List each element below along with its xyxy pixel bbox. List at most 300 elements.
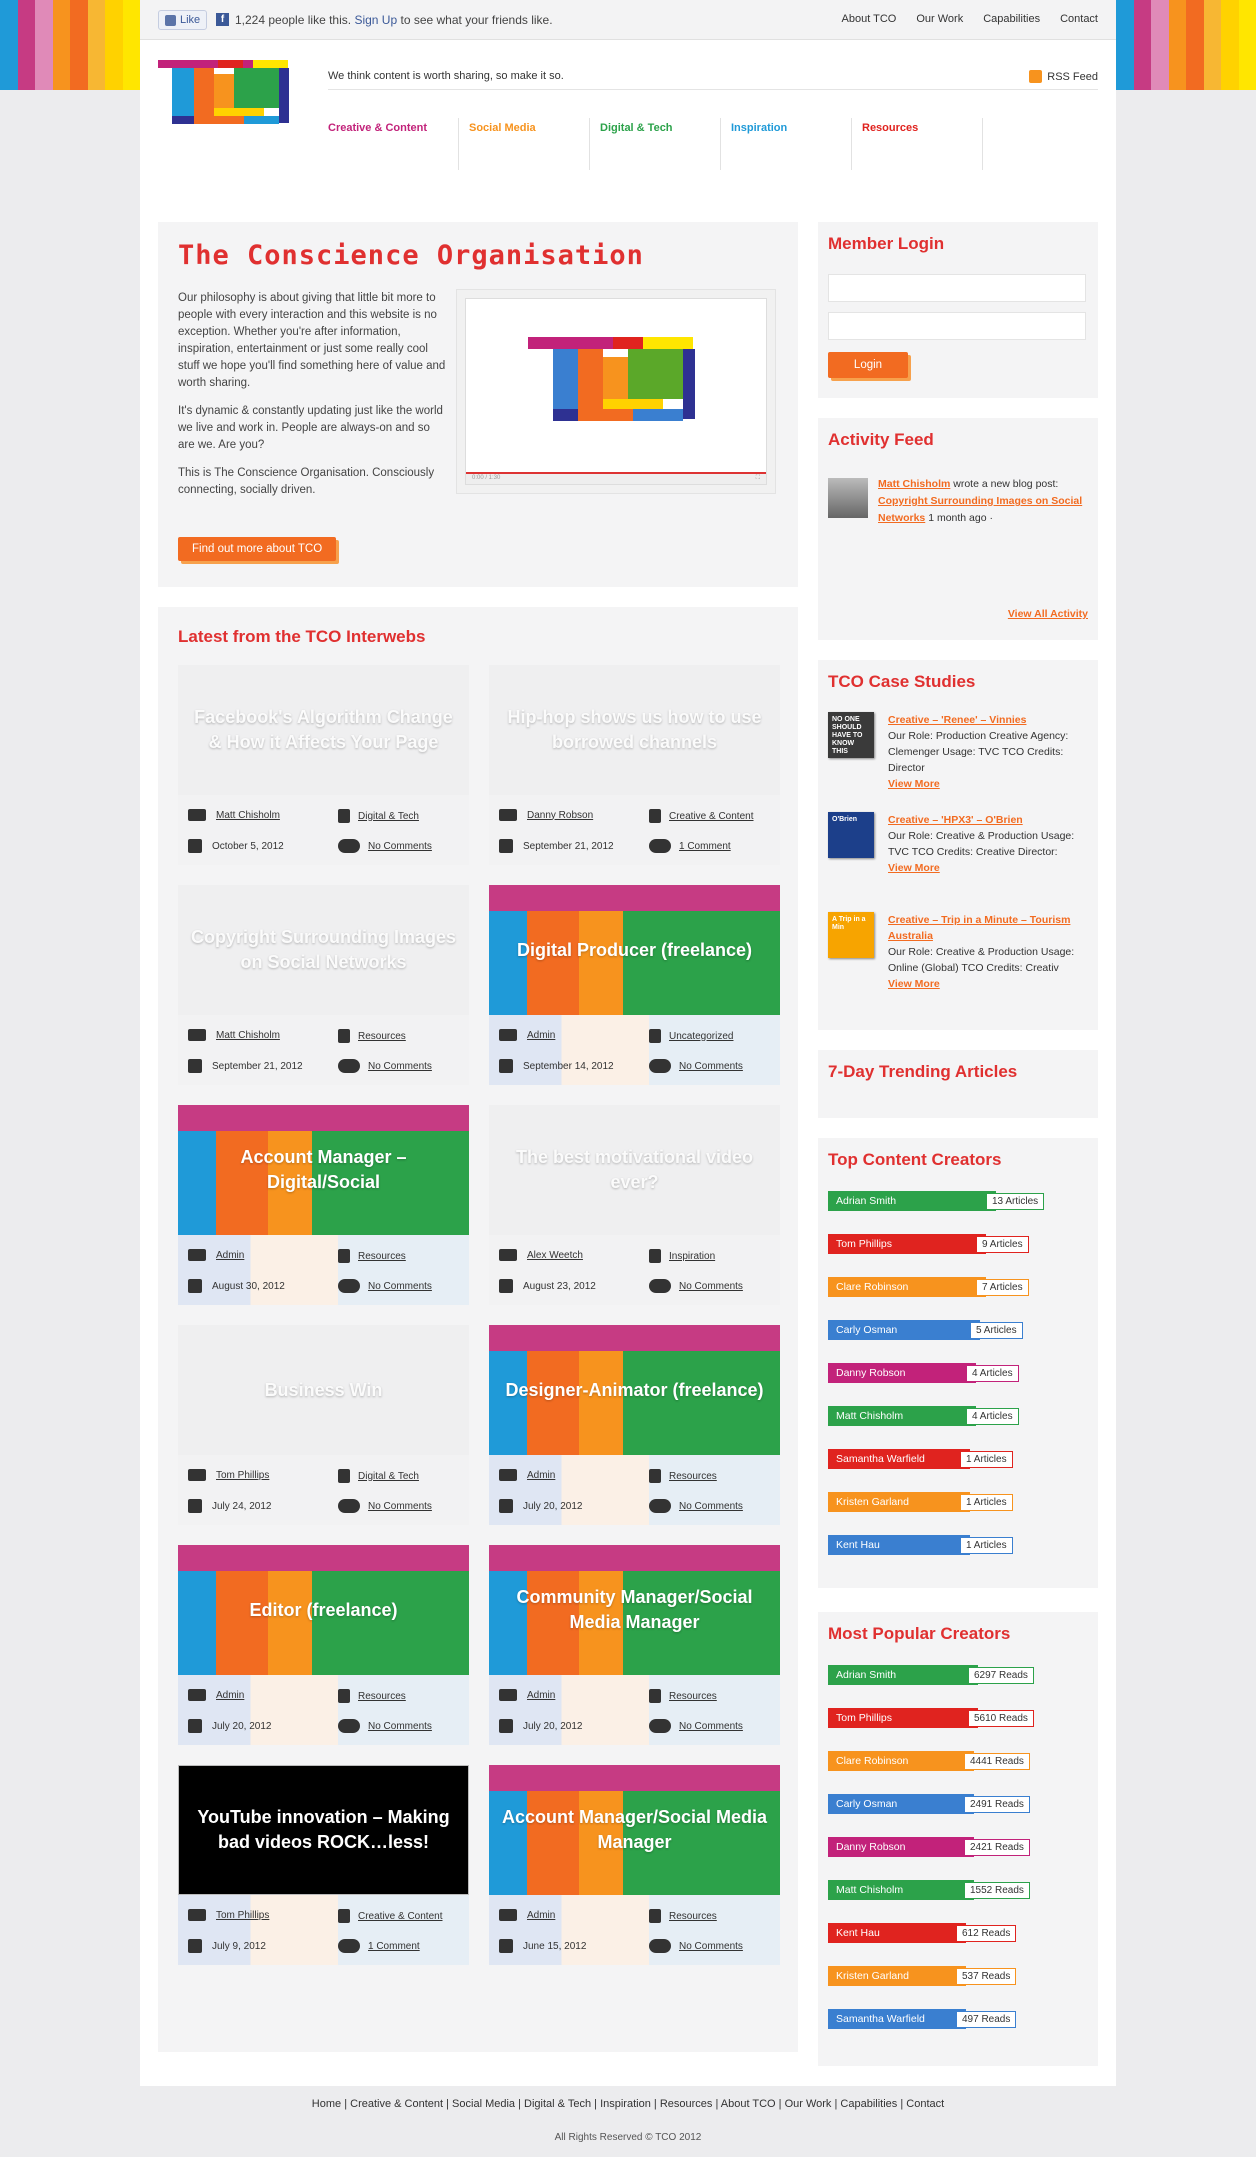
post-comments[interactable] — [649, 839, 731, 853]
post-thumbnail[interactable] — [489, 1545, 780, 1675]
case-study-text — [888, 712, 1088, 792]
post-author-text[interactable]: Admin — [527, 1469, 556, 1481]
post-date — [499, 839, 614, 853]
post-card[interactable] — [489, 1105, 780, 1305]
post-comments[interactable] — [338, 1939, 420, 1953]
creator-bar[interactable]: Matt Chisholm — [828, 1880, 974, 1900]
post-title[interactable]: Designer-Animator (freelance) — [505, 1379, 764, 1400]
creator-bar[interactable]: Tom Phillips — [828, 1234, 986, 1254]
calendar-icon — [188, 839, 202, 853]
post-category[interactable] — [338, 1029, 406, 1043]
creator-count: 5610 Reads — [968, 1710, 1034, 1727]
creator-bar[interactable]: Adrian Smith — [828, 1665, 978, 1685]
post-thumbnail[interactable] — [178, 665, 469, 795]
post-comments-link[interactable]: 1 Comment — [679, 840, 731, 852]
book-icon — [338, 1909, 350, 1923]
post-title[interactable]: Editor (freelance) — [249, 1599, 398, 1620]
view-more-link[interactable]: View More — [888, 978, 940, 990]
post-category-link[interactable]: Resources — [358, 1250, 406, 1262]
stripe — [35, 0, 53, 90]
post-category-link[interactable]: Digital & Tech — [358, 1470, 419, 1482]
post-date-text: July 20, 2012 — [212, 1720, 272, 1732]
post-category[interactable] — [649, 1909, 717, 1923]
video-controls[interactable]: 0:00 / 1:30 ⛶ — [466, 472, 766, 484]
creator-count: 5 Articles — [970, 1322, 1023, 1339]
creator-bar[interactable]: Kristen Garland — [828, 1492, 970, 1512]
footer-separator: | — [775, 2098, 785, 2110]
post-comments[interactable] — [649, 1939, 743, 1953]
post-title[interactable]: Copyright Surrounding Images on Social Networks — [190, 927, 456, 972]
activity-post-link[interactable]: Copyright Surrounding Images on Social Networks — [878, 495, 1083, 524]
activity-heading: Activity Feed — [828, 430, 934, 449]
post-comments-link[interactable]: No Comments — [679, 1940, 743, 1952]
member-login-box — [818, 222, 1098, 398]
comments-icon — [649, 1939, 671, 1953]
post-thumbnail[interactable] — [489, 665, 780, 795]
top-creators-box — [818, 1138, 1098, 1588]
post-author[interactable] — [188, 1029, 280, 1041]
nav-our-work[interactable]: Our Work — [916, 13, 964, 25]
post-category[interactable] — [649, 1249, 715, 1263]
footer-link[interactable]: Our Work — [784, 2098, 832, 2110]
post-comments[interactable] — [338, 1059, 432, 1073]
calendar-icon — [499, 839, 513, 853]
author-icon — [188, 1029, 206, 1041]
post-thumbnail[interactable] — [489, 1325, 780, 1455]
post-comments[interactable] — [338, 1499, 432, 1513]
post-meta — [489, 1235, 780, 1305]
calendar-icon — [499, 1719, 513, 1733]
stripe — [70, 0, 88, 90]
creator-bar[interactable]: Clare Robinson — [828, 1751, 974, 1771]
stripe — [1204, 0, 1222, 90]
creator-row[interactable] — [828, 1449, 1063, 1469]
case-study-text — [888, 912, 1088, 992]
intro-video-player[interactable] — [456, 289, 776, 494]
footer-links — [0, 2098, 1256, 2110]
post-date — [188, 1059, 303, 1073]
post-date — [188, 1279, 285, 1293]
post-card[interactable] — [489, 665, 780, 865]
post-category-link[interactable]: Inspiration — [669, 1250, 716, 1262]
creator-bar[interactable]: Danny Robson — [828, 1363, 976, 1383]
post-thumbnail[interactable] — [489, 885, 780, 1015]
category-navigation — [328, 118, 983, 170]
post-title[interactable]: Account Manager/Social Media Manager — [501, 1807, 768, 1852]
creator-bar[interactable]: Danny Robson — [828, 1837, 974, 1857]
post-thumbnail[interactable] — [178, 1105, 469, 1235]
comments-icon — [338, 1059, 360, 1073]
intro-text: Our philosophy is about giving that little bit more to people with every interaction and this website is no exception. Whether you're after information, inspiration, entertainment or just some really cool stuff we hope you'll find something here of value and worth sharing. It's dynamic & constantly updating just like the world we live and work in. People are always-on and so are we. Are you? This is The Conscience Organisation. Consciously connecting, socially driven. — [178, 292, 446, 496]
post-category-link[interactable]: Resources — [358, 1690, 406, 1702]
creator-bar[interactable]: Tom Phillips — [828, 1708, 978, 1728]
post-date-text: September 21, 2012 — [523, 840, 614, 852]
creator-bar[interactable]: Kent Hau — [828, 1535, 970, 1555]
fullscreen-icon[interactable]: ⛶ — [755, 475, 760, 481]
post-category[interactable] — [649, 1029, 733, 1043]
creator-row[interactable] — [828, 1535, 1063, 1555]
creator-bar[interactable]: Samantha Warfield — [828, 2009, 966, 2029]
stripe — [53, 0, 71, 90]
login-button[interactable]: Login — [828, 352, 908, 378]
post-author-text[interactable]: Matt Chisholm — [216, 809, 280, 821]
creator-bar[interactable]: Matt Chisholm — [828, 1406, 976, 1426]
author-icon — [499, 1469, 517, 1481]
post-author[interactable] — [188, 809, 280, 821]
footer-link[interactable]: Home — [311, 2098, 342, 2110]
post-author[interactable] — [499, 809, 593, 821]
case-study-thumbnail[interactable]: NO ONE SHOULD HAVE TO KNOW THIS — [828, 712, 874, 758]
post-author-text[interactable]: Admin — [527, 1029, 556, 1041]
post-meta — [489, 1675, 780, 1745]
case-studies-box — [818, 660, 1098, 1030]
post-category[interactable] — [338, 1469, 419, 1483]
creator-row[interactable] — [828, 1406, 1063, 1426]
creator-bar[interactable]: Carly Osman — [828, 1794, 974, 1814]
password-input[interactable] — [828, 312, 1086, 340]
post-date-text: September 21, 2012 — [212, 1060, 303, 1072]
post-author-text[interactable]: Matt Chisholm — [216, 1029, 280, 1041]
post-card[interactable] — [489, 1545, 780, 1745]
stripe — [1116, 0, 1134, 90]
post-card[interactable] — [178, 1105, 469, 1305]
trending-heading: 7-Day Trending Articles — [828, 1062, 1018, 1081]
nav-capabilities[interactable]: Capabilities — [983, 13, 1041, 25]
author-icon — [499, 809, 517, 821]
post-comments[interactable] — [338, 1719, 432, 1733]
case-study-thumbnail[interactable]: O'Brien — [828, 812, 874, 858]
post-date-text: September 14, 2012 — [523, 1060, 614, 1072]
tco-logo[interactable] — [158, 60, 303, 135]
footer-separator: | — [341, 2098, 351, 2110]
activity-user-link[interactable]: Matt Chisholm — [878, 478, 951, 490]
post-author[interactable] — [188, 1909, 269, 1921]
category-nav-item[interactable]: Resources — [852, 118, 983, 170]
post-author-text[interactable]: Tom Phillips — [216, 1469, 270, 1481]
author-icon — [499, 1689, 517, 1701]
creator-row[interactable] — [828, 1923, 1063, 1943]
post-author-text[interactable]: Danny Robson — [527, 809, 594, 821]
intro-panel — [158, 222, 798, 587]
creator-bar[interactable]: Samantha Warfield — [828, 1449, 970, 1469]
creator-row[interactable] — [828, 1794, 1063, 1814]
post-category[interactable] — [338, 1909, 443, 1923]
creator-row[interactable] — [828, 1665, 1063, 1685]
post-author-text[interactable]: Admin — [527, 1909, 556, 1921]
comments-icon — [649, 1059, 671, 1073]
post-author-text[interactable]: Admin — [216, 1689, 245, 1701]
nav-about[interactable]: About TCO — [841, 13, 897, 25]
post-comments[interactable] — [649, 1499, 743, 1513]
creator-count: 1 Articles — [960, 1537, 1013, 1554]
popular-creators-box — [818, 1612, 1098, 2066]
post-thumbnail[interactable] — [178, 885, 469, 1015]
creator-row[interactable] — [828, 1966, 1063, 1986]
stripe — [1169, 0, 1187, 90]
post-author[interactable] — [499, 1689, 555, 1701]
post-title[interactable]: Account Manager – Digital/Social — [240, 1147, 407, 1192]
post-comments-link[interactable]: 1 Comment — [368, 1940, 420, 1952]
post-author-text[interactable]: Tom Phillips — [216, 1909, 270, 1921]
stripe — [1186, 0, 1204, 90]
book-icon — [649, 1029, 661, 1043]
creator-bar[interactable]: Kristen Garland — [828, 1966, 966, 1986]
left-color-stripes — [0, 0, 140, 90]
case-studies-heading: TCO Case Studies — [828, 672, 976, 691]
author-icon — [188, 1469, 206, 1481]
post-category-link[interactable]: Digital & Tech — [358, 810, 419, 822]
stripe — [18, 0, 36, 90]
post-category[interactable] — [338, 809, 419, 823]
post-card[interactable] — [178, 1325, 469, 1525]
post-comments-link[interactable]: No Comments — [679, 1280, 743, 1292]
top-navigation — [842, 13, 1098, 25]
post-comments-link[interactable]: No Comments — [679, 1720, 743, 1732]
like-label: Like — [180, 14, 201, 26]
footer-link[interactable]: Creative & Content — [350, 2098, 444, 2110]
post-title[interactable]: Business Win — [264, 1379, 383, 1400]
author-icon — [499, 1249, 517, 1261]
post-category[interactable] — [649, 1469, 717, 1483]
category-nav-item[interactable]: Creative & Content — [328, 118, 459, 170]
tagline-bar — [328, 70, 1098, 90]
post-category-link[interactable]: Resources — [358, 1030, 406, 1042]
post-comments-link[interactable]: No Comments — [679, 1060, 743, 1072]
post-thumbnail[interactable] — [489, 1105, 780, 1235]
thumbs-up-icon — [165, 15, 176, 26]
comments-icon — [649, 1499, 671, 1513]
case-study-title-link[interactable]: Creative – 'Renee' – Vinnies — [888, 714, 1027, 726]
creator-bar[interactable]: Clare Robinson — [828, 1277, 986, 1297]
post-title[interactable]: The best motivational video ever? — [515, 1147, 754, 1192]
post-author[interactable] — [188, 1249, 244, 1261]
category-nav-item[interactable]: Inspiration — [721, 118, 852, 170]
creator-row[interactable] — [828, 1837, 1063, 1857]
footer-link[interactable]: Digital & Tech — [524, 2098, 592, 2110]
social-top-bar — [140, 0, 1116, 40]
comments-icon — [338, 1719, 360, 1733]
post-thumbnail[interactable] — [178, 1325, 469, 1455]
post-comments[interactable] — [649, 1719, 743, 1733]
creator-row[interactable] — [828, 1234, 1063, 1254]
creator-bar[interactable]: Adrian Smith — [828, 1191, 996, 1211]
post-author-text[interactable]: Admin — [216, 1249, 245, 1261]
creator-bar[interactable]: Kent Hau — [828, 1923, 966, 1943]
case-study-text — [888, 812, 1088, 876]
post-card[interactable] — [489, 885, 780, 1085]
top-creators-heading: Top Content Creators — [828, 1150, 1002, 1169]
creator-row[interactable] — [828, 1191, 1063, 1211]
creator-row[interactable] — [828, 1277, 1063, 1297]
creator-count: 9 Articles — [976, 1236, 1029, 1253]
post-title[interactable]: Digital Producer (freelance) — [516, 939, 753, 960]
creator-row[interactable] — [828, 1751, 1063, 1771]
stripe — [1239, 0, 1256, 90]
post-title[interactable]: Community Manager/Social Media Manager — [516, 1587, 753, 1632]
post-title[interactable]: Facebook's Algorithm Change & How it Affects Your Page — [194, 707, 453, 752]
book-icon — [338, 1249, 350, 1263]
post-card[interactable] — [178, 885, 469, 1085]
comments-icon — [649, 1279, 671, 1293]
stripe — [0, 0, 18, 90]
author-icon — [188, 1249, 206, 1261]
post-author[interactable] — [499, 1249, 583, 1261]
page-title: The Conscience Organisation — [178, 240, 644, 271]
post-category[interactable] — [649, 809, 754, 823]
post-meta — [489, 1455, 780, 1525]
post-author-text[interactable]: Admin — [527, 1689, 556, 1701]
comments-icon — [338, 1279, 360, 1293]
post-comments[interactable] — [649, 1059, 743, 1073]
page-container — [140, 40, 1116, 2086]
avatar[interactable] — [828, 478, 868, 518]
username-input[interactable] — [828, 274, 1086, 302]
footer-link[interactable]: Resources — [659, 2098, 713, 2110]
view-all-activity-link[interactable]: View All Activity — [1007, 608, 1088, 620]
like-summary: 1,224 people like this. Sign Up to see what your friends like. — [235, 13, 553, 27]
case-study-description: Our Role: Creative & Production Usage: TVC TCO Credits: Creative Director: — [888, 830, 1075, 858]
post-date — [188, 1499, 272, 1513]
post-author[interactable] — [499, 1909, 555, 1921]
post-category[interactable] — [338, 1249, 406, 1263]
post-date — [499, 1499, 583, 1513]
calendar-icon — [188, 1059, 202, 1073]
book-icon — [649, 1909, 661, 1923]
post-author[interactable] — [188, 1469, 269, 1481]
copyright: All Rights Reserved © TCO 2012 — [554, 2132, 702, 2143]
creator-row[interactable] — [828, 1708, 1063, 1728]
post-category[interactable] — [338, 1689, 406, 1703]
case-study-title-link[interactable]: Creative – Trip in a Minute – Tourism Australia — [888, 914, 1071, 942]
post-comments[interactable] — [649, 1279, 743, 1293]
post-card[interactable] — [178, 1545, 469, 1745]
post-title[interactable]: YouTube innovation – Making bad videos ROCK…less! — [197, 1807, 450, 1852]
view-more-link[interactable]: View More — [888, 778, 940, 790]
creator-row[interactable] — [828, 1363, 1063, 1383]
post-card[interactable] — [178, 665, 469, 865]
creator-row[interactable] — [828, 1880, 1063, 1900]
calendar-icon — [499, 1279, 513, 1293]
post-thumbnail[interactable] — [178, 1545, 469, 1675]
creator-count: 4441 Reads — [964, 1753, 1030, 1770]
post-comments[interactable] — [338, 839, 432, 853]
post-author[interactable] — [499, 1029, 555, 1041]
post-card[interactable] — [178, 1765, 469, 1965]
post-meta — [178, 1895, 469, 1965]
book-icon — [649, 1689, 661, 1703]
signup-link[interactable]: Sign Up — [354, 13, 398, 27]
post-thumbnail[interactable] — [489, 1765, 780, 1895]
calendar-icon — [188, 1279, 202, 1293]
category-nav-item[interactable]: Digital & Tech — [590, 118, 721, 170]
post-category-link[interactable]: Resources — [669, 1470, 717, 1482]
case-study-title-link[interactable]: Creative – 'HPX3' – O'Brien — [888, 814, 1023, 826]
footer-link[interactable]: Social Media — [452, 2098, 516, 2110]
author-icon — [188, 809, 206, 821]
post-category-link[interactable]: Resources — [669, 1690, 717, 1702]
footer-separator: | — [897, 2098, 907, 2110]
book-icon — [338, 809, 350, 823]
post-meta — [178, 1675, 469, 1745]
post-title[interactable]: Hip-hop shows us how to use borrowed channels — [507, 707, 762, 752]
post-thumbnail[interactable] — [178, 1765, 469, 1895]
post-date-text: July 20, 2012 — [523, 1500, 583, 1512]
post-category-link[interactable]: Uncategorized — [669, 1030, 734, 1042]
stripe — [1134, 0, 1152, 90]
nav-contact[interactable]: Contact — [1060, 13, 1098, 25]
post-date — [499, 1939, 586, 1953]
footer-link[interactable]: Inspiration — [600, 2098, 651, 2110]
video-logo-frame — [528, 337, 708, 432]
post-author[interactable] — [188, 1689, 244, 1701]
post-date — [499, 1059, 614, 1073]
creator-count: 4 Articles — [966, 1408, 1019, 1425]
post-date-text: October 5, 2012 — [212, 840, 284, 852]
post-category-link[interactable]: Creative & Content — [358, 1910, 443, 1922]
activity-item: Matt Chisholm wrote a new blog post: Copyright Surrounding Images on Social Networks 1 month ago · — [878, 478, 1083, 524]
post-author[interactable] — [499, 1469, 555, 1481]
creator-count: 1 Articles — [960, 1451, 1013, 1468]
rss-feed-link[interactable]: RSS Feed — [1029, 70, 1098, 83]
creator-row[interactable] — [828, 1320, 1063, 1340]
post-comments-link[interactable]: No Comments — [679, 1500, 743, 1512]
post-meta — [178, 1455, 469, 1525]
popular-creators-heading: Most Popular Creators — [828, 1624, 1011, 1643]
post-category-link[interactable]: Resources — [669, 1910, 717, 1922]
view-more-link[interactable]: View More — [888, 862, 940, 874]
comments-icon — [649, 1719, 671, 1733]
book-icon — [338, 1689, 350, 1703]
post-comments[interactable] — [338, 1279, 432, 1293]
footer-link[interactable]: Capabilities — [840, 2098, 898, 2110]
post-comments-link[interactable]: No Comments — [368, 1500, 432, 1512]
login-heading: Member Login — [828, 234, 945, 253]
footer-separator: | — [515, 2098, 525, 2110]
post-comments-link[interactable]: No Comments — [368, 840, 432, 852]
post-card[interactable] — [489, 1325, 780, 1525]
post-category[interactable] — [649, 1689, 717, 1703]
case-study-description: Our Role: Production Creative Agency: Clemenger Usage: TVC TCO Credits: Director — [888, 730, 1069, 774]
right-color-stripes — [1116, 0, 1256, 90]
post-comments-link[interactable]: No Comments — [368, 1720, 432, 1732]
creator-bar[interactable]: Carly Osman — [828, 1320, 980, 1340]
footer-link[interactable]: Contact — [906, 2098, 945, 2110]
creator-row[interactable] — [828, 1492, 1063, 1512]
facebook-like-button[interactable] — [158, 10, 207, 30]
post-card[interactable] — [489, 1765, 780, 1965]
post-meta — [489, 795, 780, 865]
post-meta — [178, 1235, 469, 1305]
category-nav-item[interactable]: Social Media — [459, 118, 590, 170]
case-study-thumbnail[interactable]: A Trip in a Min — [828, 912, 874, 958]
stripe — [123, 0, 141, 90]
tagline: We think content is worth sharing, so make it so. — [328, 70, 564, 82]
comments-icon — [338, 839, 360, 853]
find-out-more-button[interactable]: Find out more about TCO — [178, 537, 336, 561]
post-comments-link[interactable]: No Comments — [368, 1060, 432, 1072]
calendar-icon — [188, 1499, 202, 1513]
post-comments-link[interactable]: No Comments — [368, 1280, 432, 1292]
post-author-text[interactable]: Alex Weetch — [527, 1249, 583, 1261]
author-icon — [188, 1689, 206, 1701]
calendar-icon — [499, 1499, 513, 1513]
book-icon — [338, 1029, 350, 1043]
post-category-link[interactable]: Creative & Content — [669, 810, 754, 822]
stripe — [1221, 0, 1239, 90]
footer-link[interactable]: About TCO — [720, 2098, 776, 2110]
creator-row[interactable] — [828, 2009, 1063, 2029]
activity-feed-box — [818, 418, 1098, 640]
